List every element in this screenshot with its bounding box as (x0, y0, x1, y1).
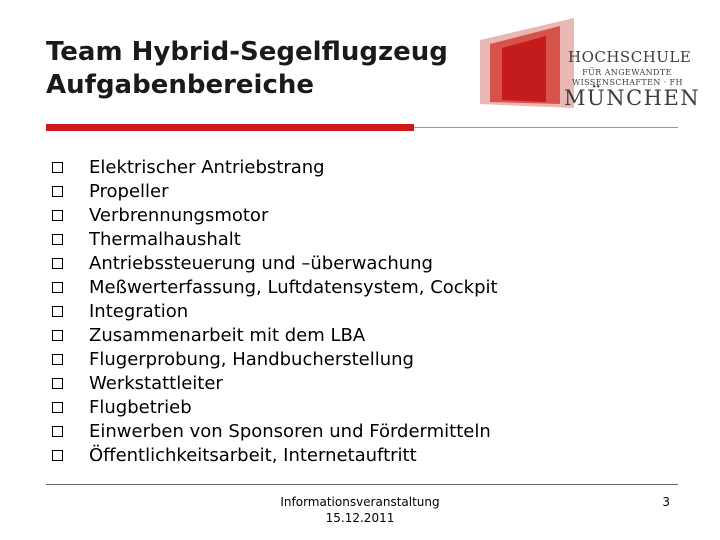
square-bullet-icon (52, 258, 63, 269)
square-bullet-icon (52, 186, 63, 197)
university-logo (480, 18, 701, 110)
logo-subtitle-line-1: FÜR ANGEWANDTE (582, 68, 672, 77)
square-bullet-icon (52, 162, 63, 173)
footer-date: 15.12.2011 (325, 511, 395, 525)
square-bullet-icon (52, 330, 63, 341)
footer-event: Informationsveranstaltung (280, 495, 440, 509)
page-number: 3 (662, 495, 670, 509)
slide-title-line-2: Aufgabenbereiche (46, 70, 315, 100)
logo-hochschule-text: HOCHSCHULE (568, 48, 692, 66)
square-bullet-icon (52, 354, 63, 365)
slide-title-line-1: Team Hybrid-Segelflugzeug (46, 37, 448, 67)
logo-subtitle-text (572, 68, 682, 88)
square-bullet-icon (52, 210, 63, 221)
logo-muenchen-text: MÜNCHEN (564, 86, 701, 110)
square-bullet-icon (52, 234, 63, 245)
header-accent-bar (46, 124, 414, 131)
footer-divider (46, 484, 678, 485)
slide-title (46, 36, 448, 102)
square-bullet-icon (52, 306, 63, 317)
footer-text (260, 494, 460, 526)
logo-subtitle-line-2: WISSENSCHAFTEN · FH (572, 78, 683, 87)
square-bullet-icon (52, 402, 63, 413)
square-bullet-icon (52, 378, 63, 389)
square-bullet-icon (52, 450, 63, 461)
square-bullet-icon (52, 282, 63, 293)
square-bullet-icon (52, 426, 63, 437)
